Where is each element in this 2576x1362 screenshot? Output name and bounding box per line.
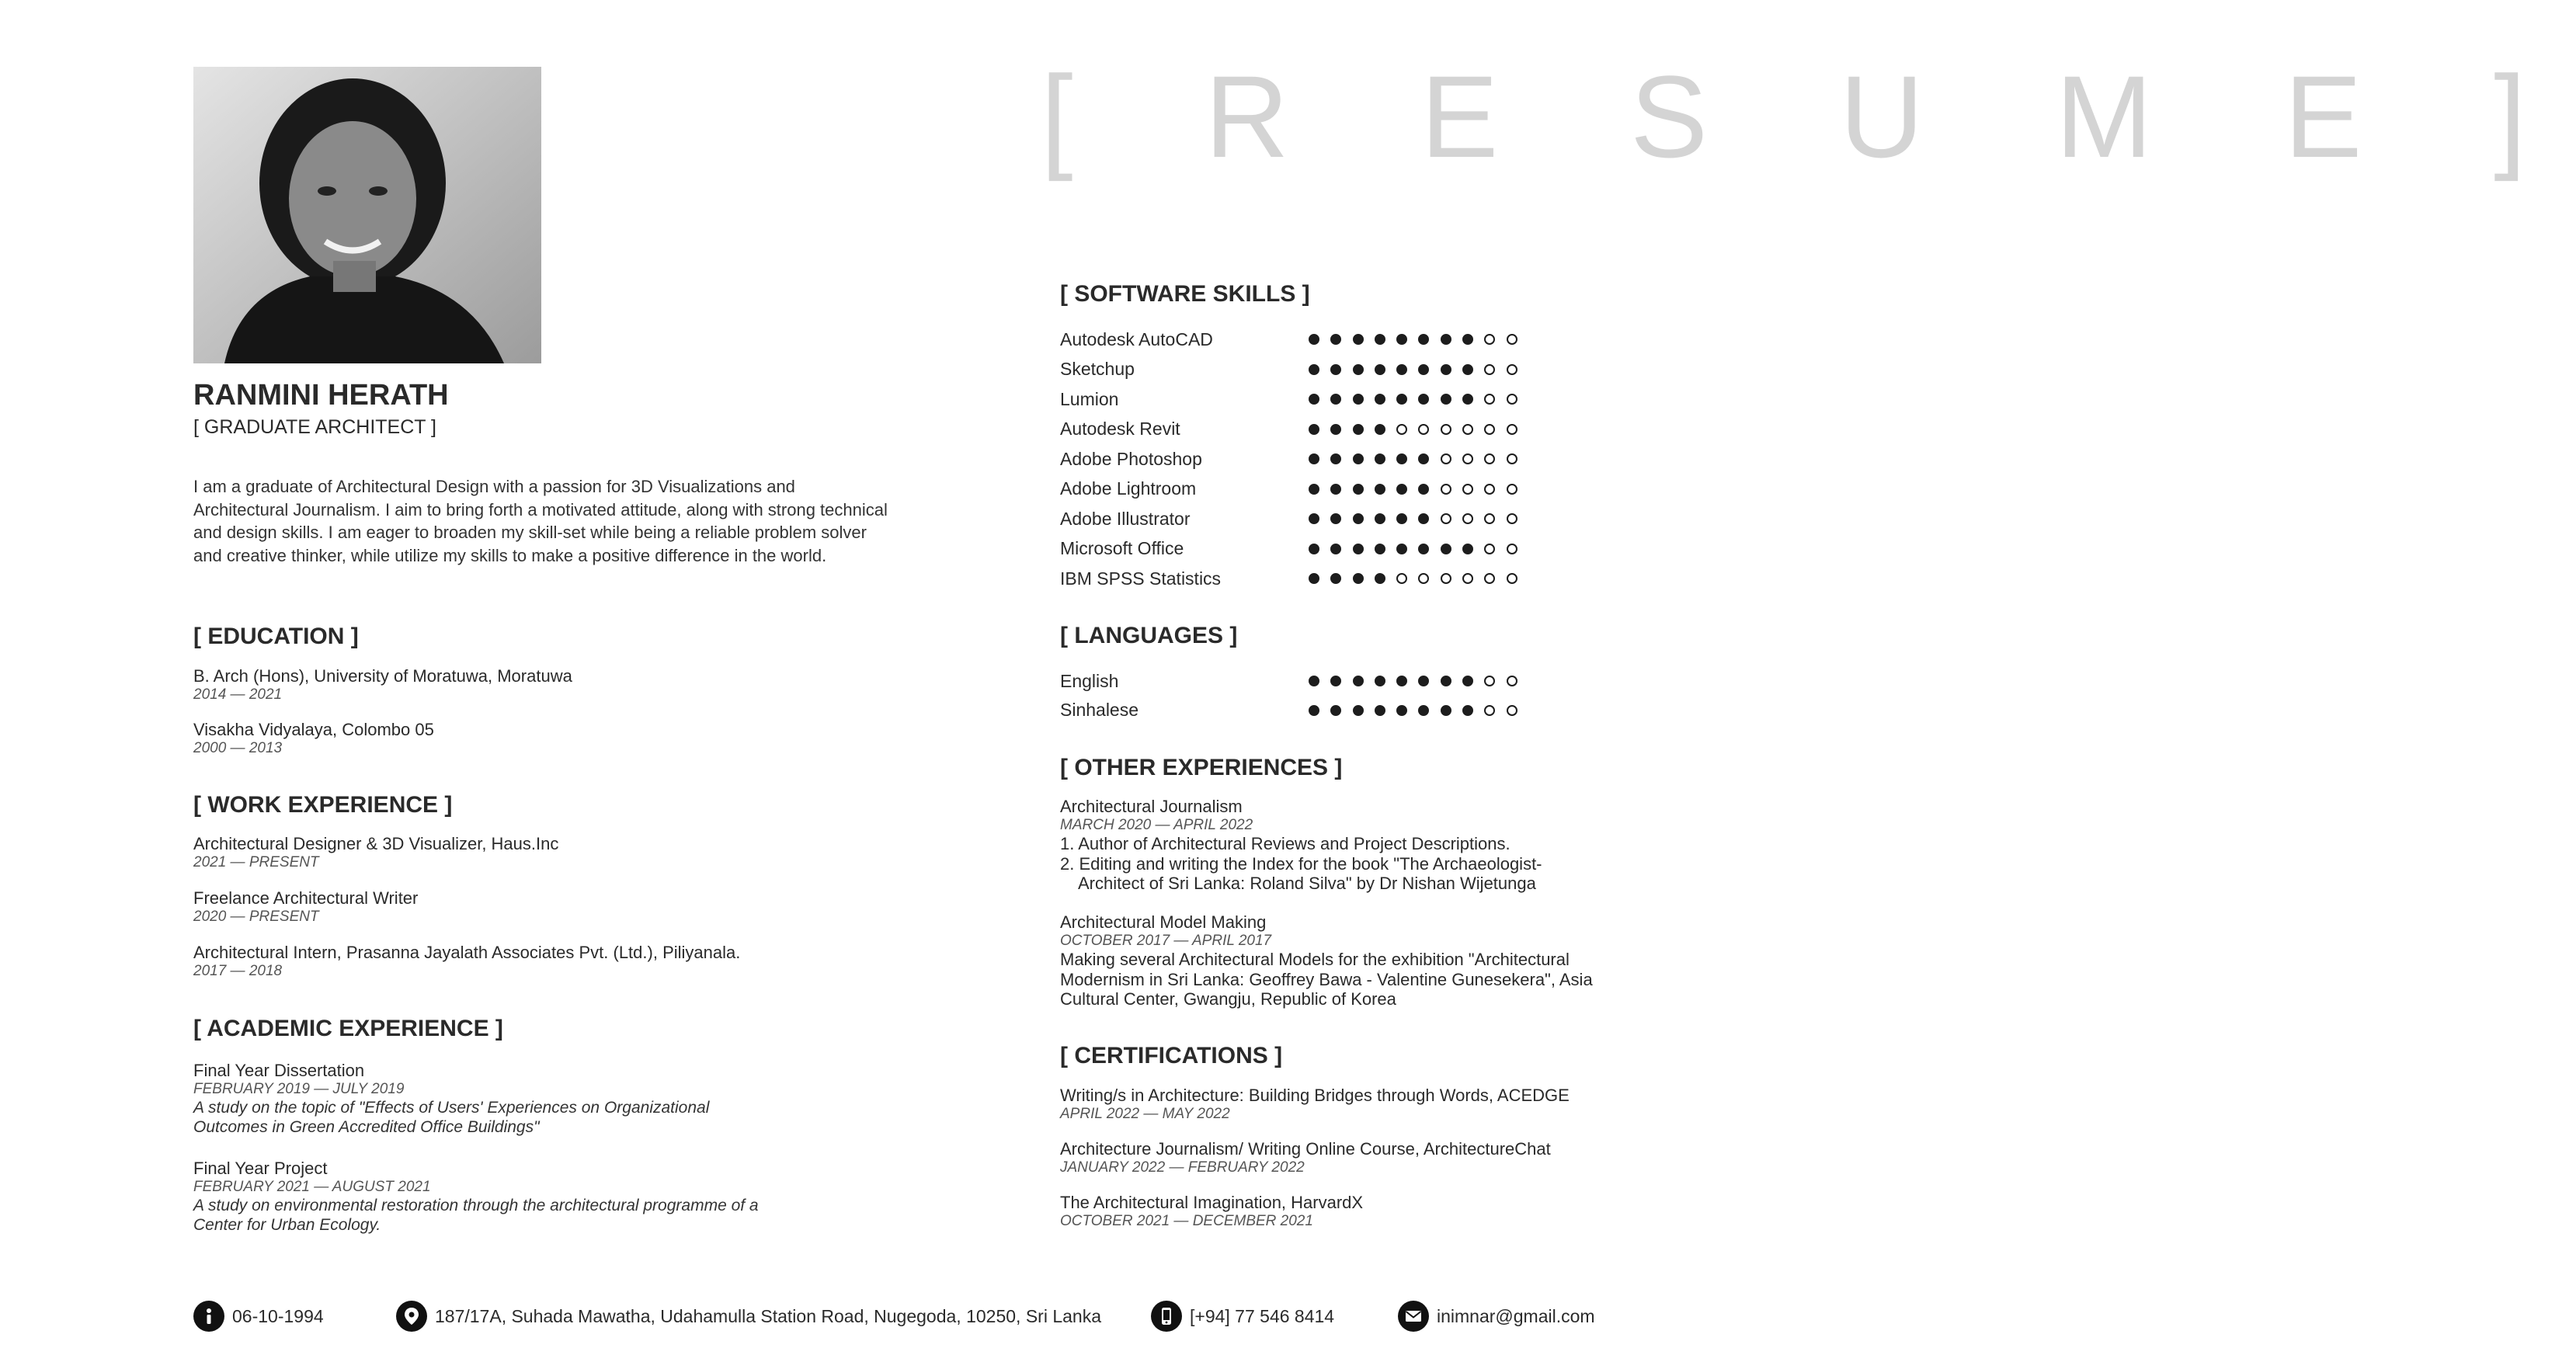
other-item-title: Architectural Model Making: [1060, 912, 1267, 932]
rating-dot-filled: [1441, 364, 1451, 375]
person-role: [ GRADUATE ARCHITECT ]: [193, 416, 437, 438]
software-row: [1060, 504, 1557, 533]
rating-dot-filled: [1418, 705, 1429, 716]
other-item-desc: Making several Architectural Models for the exhibition "Architectural Modernism in Sri Lanka: Geoffrey Bawa - Valentine Gunesekera", Asia Cultural Center, Gwangju, Republic of Korea: [1060, 950, 1593, 1009]
rating-dot-empty: [1484, 424, 1495, 435]
software-name: Sketchup: [1060, 359, 1135, 379]
rating-dot-empty: [1484, 544, 1495, 554]
footer-dob: [193, 1299, 324, 1333]
rating-dot-filled: [1309, 364, 1319, 375]
software-rating: [1309, 364, 1517, 375]
certification-title: Architecture Journalism/ Writing Online Course, ArchitectureChat: [1060, 1139, 1551, 1159]
education-item: [193, 666, 572, 704]
portrait-image: [193, 67, 541, 363]
rating-dot-empty: [1418, 573, 1429, 584]
languages-title: [ LANGUAGES ]: [1060, 623, 1238, 648]
phone-icon: [1151, 1301, 1182, 1332]
rating-dot-filled: [1441, 676, 1451, 686]
languages-row: [1060, 696, 1557, 725]
rating-dot-filled: [1462, 364, 1473, 375]
other-item-line: 2. Editing and writing the Index for the book "The Archaeologist-: [1060, 853, 1542, 874]
rating-dot-filled: [1396, 394, 1407, 405]
rating-dot-filled: [1375, 424, 1385, 435]
rating-dot-filled: [1375, 573, 1385, 584]
rating-dot-filled: [1330, 544, 1341, 554]
rating-dot-filled: [1396, 676, 1407, 686]
academic-item-title: Final Year Dissertation: [193, 1061, 365, 1080]
rating-dot-filled: [1375, 364, 1385, 375]
rating-dot-filled: [1396, 334, 1407, 345]
software-rating: [1309, 394, 1517, 405]
rating-dot-filled: [1396, 705, 1407, 716]
software-rating: [1309, 544, 1517, 554]
rating-dot-filled: [1353, 513, 1364, 524]
footer-email: [1398, 1299, 1595, 1333]
software-rating: [1309, 334, 1517, 345]
software-name: IBM SPSS Statistics: [1060, 568, 1222, 589]
footer-address: [396, 1299, 1101, 1333]
rating-dot-filled: [1462, 394, 1473, 405]
rating-dot-empty: [1418, 424, 1429, 435]
rating-dot-filled: [1441, 544, 1451, 554]
rating-dot-filled: [1309, 573, 1319, 584]
rating-dot-empty: [1484, 394, 1495, 405]
rating-dot-empty: [1396, 424, 1407, 435]
work-title: [ WORK EXPERIENCE ]: [193, 792, 453, 818]
certifications-title: [ CERTIFICATIONS ]: [1060, 1043, 1283, 1068]
certification-title: Writing/s in Architecture: Building Bridges through Words, ACEDGE: [1060, 1086, 1570, 1105]
rating-dot-empty: [1507, 573, 1517, 584]
rating-dot-empty: [1462, 453, 1473, 464]
rating-dot-filled: [1375, 453, 1385, 464]
rating-dot-filled: [1309, 394, 1319, 405]
rating-dot-empty: [1462, 424, 1473, 435]
rating-dot-empty: [1484, 705, 1495, 716]
rating-dot-empty: [1441, 484, 1451, 495]
rating-dot-filled: [1462, 705, 1473, 716]
rating-dot-filled: [1330, 334, 1341, 345]
rating-dot-filled: [1353, 484, 1364, 495]
work-item-date: 2021 — PRESENT: [193, 854, 319, 870]
rating-dot-filled: [1309, 705, 1319, 716]
rating-dot-filled: [1462, 544, 1473, 554]
rating-dot-filled: [1441, 334, 1451, 345]
software-rating: [1309, 513, 1517, 524]
other-item-date: MARCH 2020 — APRIL 2022: [1060, 817, 1253, 833]
rating-dot-filled: [1330, 484, 1341, 495]
rating-dot-filled: [1396, 484, 1407, 495]
dob-text: 06-10-1994: [232, 1305, 324, 1326]
work-item-title: Architectural Designer & 3D Visualizer, Haus.Inc: [193, 834, 559, 853]
rating-dot-empty: [1441, 573, 1451, 584]
rating-dot-filled: [1353, 453, 1364, 464]
academic-title: [ ACADEMIC EXPERIENCE ]: [193, 1016, 503, 1041]
rating-dot-filled: [1353, 544, 1364, 554]
rating-dot-filled: [1309, 453, 1319, 464]
certification-title: The Architectural Imagination, HarvardX: [1060, 1193, 1364, 1212]
education-item-date: 2014 — 2021: [193, 686, 283, 703]
rating-dot-empty: [1507, 705, 1517, 716]
rating-dot-empty: [1462, 513, 1473, 524]
certification-date: OCTOBER 2021 — DECEMBER 2021: [1060, 1213, 1313, 1229]
rating-dot-filled: [1375, 394, 1385, 405]
rating-dot-filled: [1309, 676, 1319, 686]
software-name: Adobe Photoshop: [1060, 448, 1202, 469]
rating-dot-empty: [1441, 453, 1451, 464]
rating-dot-empty: [1507, 424, 1517, 435]
other-experiences-title: [ OTHER EXPERIENCES ]: [1060, 755, 1343, 780]
work-item-date: 2020 — PRESENT: [193, 909, 319, 925]
rating-dot-empty: [1484, 484, 1495, 495]
software-name: Autodesk Revit: [1060, 419, 1180, 439]
rating-dot-filled: [1418, 676, 1429, 686]
software-row: [1060, 415, 1557, 444]
rating-dot-empty: [1484, 453, 1495, 464]
academic-item-date: FEBRUARY 2021 — AUGUST 2021: [193, 1179, 431, 1195]
rating-dot-filled: [1396, 544, 1407, 554]
rating-dot-filled: [1375, 513, 1385, 524]
languages-name: English: [1060, 670, 1119, 691]
rating-dot-filled: [1330, 705, 1341, 716]
software-rating: [1309, 453, 1517, 464]
work-item: [193, 888, 418, 926]
rating-dot-empty: [1507, 484, 1517, 495]
rating-dot-empty: [1507, 513, 1517, 524]
software-rating: [1309, 573, 1517, 584]
languages-rating: [1309, 705, 1517, 716]
rating-dot-empty: [1484, 513, 1495, 524]
software-name: Autodesk AutoCAD: [1060, 328, 1213, 349]
rating-dot-filled: [1418, 513, 1429, 524]
software-skills-title: [ SOFTWARE SKILLS ]: [1060, 281, 1310, 307]
rating-dot-filled: [1309, 424, 1319, 435]
certification-date: APRIL 2022 — MAY 2022: [1060, 1106, 1230, 1122]
software-name: Microsoft Office: [1060, 538, 1184, 558]
rating-dot-filled: [1441, 705, 1451, 716]
rating-dot-filled: [1375, 676, 1385, 686]
rating-dot-filled: [1462, 676, 1473, 686]
certification-date: JANUARY 2022 — FEBRUARY 2022: [1060, 1159, 1305, 1176]
education-item: [193, 720, 434, 757]
rating-dot-filled: [1353, 705, 1364, 716]
other-item-date: OCTOBER 2017 — APRIL 2017: [1060, 933, 1272, 949]
rating-dot-filled: [1375, 705, 1385, 716]
rating-dot-filled: [1309, 484, 1319, 495]
rating-dot-empty: [1484, 676, 1495, 686]
rating-dot-empty: [1484, 573, 1495, 584]
education-item-date: 2000 — 2013: [193, 740, 283, 756]
academic-item-title: Final Year Project: [193, 1159, 328, 1178]
certification-item: [1060, 1086, 1570, 1123]
languages-rating: [1309, 676, 1517, 686]
other-item-line: Architect of Sri Lanka: Roland Silva" by Dr Nishan Wijetunga: [1078, 874, 1536, 893]
rating-dot-filled: [1353, 676, 1364, 686]
rating-dot-filled: [1353, 394, 1364, 405]
software-rating: [1309, 424, 1517, 435]
mail-icon: [1398, 1301, 1429, 1332]
rating-dot-empty: [1396, 573, 1407, 584]
rating-dot-empty: [1441, 513, 1451, 524]
work-item-title: Freelance Architectural Writer: [193, 888, 419, 908]
rating-dot-filled: [1330, 676, 1341, 686]
rating-dot-empty: [1507, 394, 1517, 405]
rating-dot-empty: [1507, 364, 1517, 375]
education-item-title: Visakha Vidyalaya, Colombo 05: [193, 720, 434, 739]
rating-dot-filled: [1330, 573, 1341, 584]
rating-dot-empty: [1484, 364, 1495, 375]
rating-dot-filled: [1418, 364, 1429, 375]
rating-dot-filled: [1330, 394, 1341, 405]
rating-dot-empty: [1462, 573, 1473, 584]
rating-dot-filled: [1330, 424, 1341, 435]
email-text[interactable]: inimnar@gmail.com: [1437, 1305, 1595, 1326]
certification-item: [1060, 1139, 1551, 1176]
rating-dot-filled: [1330, 513, 1341, 524]
software-name: Adobe Illustrator: [1060, 508, 1191, 529]
phone-text[interactable]: [+94] 77 546 8414: [1190, 1305, 1335, 1326]
software-name: Lumion: [1060, 388, 1119, 409]
software-row: [1060, 325, 1557, 354]
rating-dot-filled: [1353, 364, 1364, 375]
academic-item-date: FEBRUARY 2019 — JULY 2019: [193, 1081, 405, 1097]
software-row: [1060, 474, 1557, 504]
software-row: [1060, 444, 1557, 474]
software-row: [1060, 564, 1557, 593]
academic-item-desc: A study on environmental restoration through the architectural programme of a Center for Urban Ecology.: [193, 1197, 759, 1234]
rating-dot-empty: [1441, 424, 1451, 435]
info-icon: [193, 1301, 224, 1332]
rating-dot-filled: [1375, 484, 1385, 495]
person-name: RANMINI HERATH: [193, 379, 449, 412]
rating-dot-filled: [1309, 513, 1319, 524]
rating-dot-filled: [1418, 334, 1429, 345]
academic-item: [193, 1159, 784, 1235]
rating-dot-filled: [1418, 394, 1429, 405]
software-name: Adobe Lightroom: [1060, 478, 1197, 499]
rating-dot-filled: [1309, 544, 1319, 554]
location-pin-icon: [396, 1301, 427, 1332]
rating-dot-filled: [1462, 334, 1473, 345]
work-item-title: Architectural Intern, Prasanna Jayalath Associates Pvt. (Ltd.), Piliyanala.: [193, 943, 741, 962]
footer-phone: [1151, 1299, 1334, 1333]
profile-photo: [193, 67, 541, 363]
rating-dot-empty: [1462, 484, 1473, 495]
address-text: 187/17A, Suhada Mawatha, Udahamulla Station Road, Nugegoda, 10250, Sri Lanka: [435, 1305, 1101, 1326]
rating-dot-filled: [1418, 484, 1429, 495]
rating-dot-filled: [1353, 573, 1364, 584]
work-item-date: 2017 — 2018: [193, 963, 283, 979]
academic-item: [193, 1061, 784, 1137]
rating-dot-empty: [1507, 334, 1517, 345]
work-item: [193, 834, 558, 871]
about-paragraph: I am a graduate of Architectural Design with a passion for 3D Visualizations and Architectural Journalism. I aim to bring forth a motivated attitude, along with strong technical and design skills. I am eager to broaden my skill-set while being a reliable problem solver and creative thinker, while utilize my skills to make a positive difference in the world.: [193, 477, 888, 565]
rating-dot-filled: [1418, 453, 1429, 464]
other-item-title: Architectural Journalism: [1060, 797, 1243, 816]
rating-dot-filled: [1441, 394, 1451, 405]
resume-title: [ R E S U M E ]: [1041, 51, 2576, 182]
rating-dot-filled: [1330, 453, 1341, 464]
education-title: [ EDUCATION ]: [193, 624, 359, 649]
rating-dot-filled: [1375, 544, 1385, 554]
academic-item-desc: A study on the topic of "Effects of Users' Experiences on Organizational Outcomes in Green Accredited Office Buildings": [193, 1099, 710, 1136]
rating-dot-filled: [1330, 364, 1341, 375]
software-rating: [1309, 484, 1517, 495]
rating-dot-filled: [1375, 334, 1385, 345]
education-item-title: B. Arch (Hons), University of Moratuwa, Moratuwa: [193, 666, 572, 686]
work-item: [193, 943, 740, 980]
other-experience-item: [1060, 912, 1619, 1009]
rating-dot-filled: [1309, 334, 1319, 345]
rating-dot-filled: [1396, 453, 1407, 464]
languages-name: Sinhalese: [1060, 700, 1139, 720]
rating-dot-filled: [1396, 364, 1407, 375]
rating-dot-filled: [1353, 424, 1364, 435]
rating-dot-empty: [1507, 453, 1517, 464]
rating-dot-filled: [1353, 334, 1364, 345]
languages-row: [1060, 666, 1557, 696]
rating-dot-empty: [1507, 676, 1517, 686]
rating-dot-filled: [1396, 513, 1407, 524]
rating-dot-empty: [1484, 334, 1495, 345]
other-item-line: 1. Author of Architectural Reviews and Project Descriptions.: [1060, 834, 1510, 853]
rating-dot-filled: [1418, 544, 1429, 554]
certification-item: [1060, 1193, 1363, 1230]
other-experience-item: [1060, 797, 1619, 894]
rating-dot-empty: [1507, 544, 1517, 554]
software-row: [1060, 384, 1557, 414]
software-row: [1060, 355, 1557, 384]
software-row: [1060, 534, 1557, 564]
